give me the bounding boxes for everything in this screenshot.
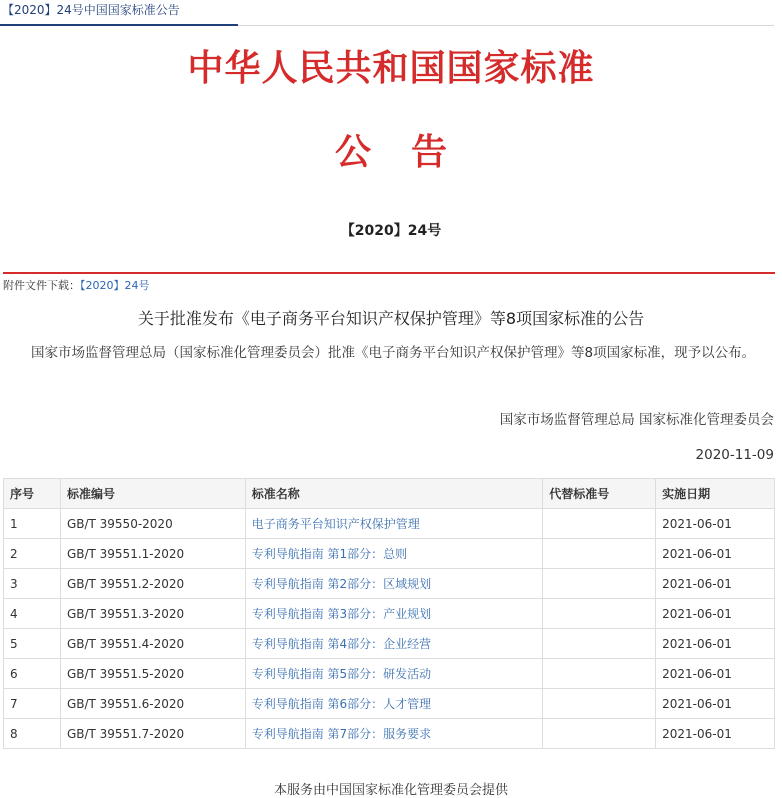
table-row: [4, 719, 775, 749]
cell-code: GB/T 39551.6-2020: [60, 689, 245, 719]
header-replaced: 代替标准号: [543, 479, 656, 509]
red-divider: [3, 272, 775, 274]
cell-replaced: [543, 629, 656, 659]
cell-name-link[interactable]: 专利导航指南 第5部分：研发活动: [245, 659, 543, 689]
cell-seq: 3: [4, 569, 61, 599]
footer-text: 本服务由中国国家标准化管理委员会提供: [273, 783, 508, 798]
table-row: [4, 539, 775, 569]
tab-underline: [0, 24, 238, 26]
tab-title[interactable]: 【2020】24号中国国家标准公告: [2, 3, 180, 17]
cell-date: 2021-06-01: [656, 569, 775, 599]
cell-seq: 2: [4, 539, 61, 569]
notice-title: 关于批准发布《电子商务平台知识产权保护管理》等8项国家标准的公告: [137, 309, 645, 328]
page-subtitle: 公告: [334, 131, 487, 173]
cell-seq: 8: [4, 719, 61, 749]
cell-replaced: [543, 719, 656, 749]
cell-code: GB/T 39551.3-2020: [60, 599, 245, 629]
notice-issuer: 国家市场监督管理总局 国家标准化管理委员会: [499, 412, 774, 428]
cell-date: 2021-06-01: [656, 629, 775, 659]
cell-name-link[interactable]: 专利导航指南 第4部分：企业经营: [245, 629, 543, 659]
table-row: [4, 599, 775, 629]
table-row: [4, 659, 775, 689]
document-number: 【2020】24号: [340, 223, 442, 239]
cell-date: 2021-06-01: [656, 539, 775, 569]
cell-name-link[interactable]: 电子商务平台知识产权保护管理: [245, 509, 543, 539]
header-name: 标准名称: [245, 479, 543, 509]
cell-replaced: [543, 689, 656, 719]
cell-code: GB/T 39551.4-2020: [60, 629, 245, 659]
cell-date: 2021-06-01: [656, 689, 775, 719]
page-title: 中华人民共和国国家标准: [187, 47, 595, 89]
cell-name-link[interactable]: 专利导航指南 第6部分：人才管理: [245, 689, 543, 719]
attachment-download-link[interactable]: 【2020】24号: [80, 279, 150, 292]
cell-date: 2021-06-01: [656, 509, 775, 539]
table-row: [4, 569, 775, 599]
cell-code: GB/T 39551.2-2020: [60, 569, 245, 599]
cell-replaced: [543, 659, 656, 689]
cell-seq: 1: [4, 509, 61, 539]
cell-code: GB/T 39551.5-2020: [60, 659, 245, 689]
cell-replaced: [543, 509, 656, 539]
notice-date: 2020-11-09: [695, 447, 774, 463]
header-code: 标准编号: [60, 479, 245, 509]
table-header-row: [4, 479, 775, 509]
cell-replaced: [543, 539, 656, 569]
cell-name-link[interactable]: 专利导航指南 第1部分：总则: [245, 539, 543, 569]
cell-date: 2021-06-01: [656, 659, 775, 689]
cell-name-link[interactable]: 专利导航指南 第2部分：区域规划: [245, 569, 543, 599]
cell-seq: 4: [4, 599, 61, 629]
table-row: [4, 689, 775, 719]
cell-date: 2021-06-01: [656, 599, 775, 629]
tab-divider: [238, 25, 774, 26]
cell-name-link[interactable]: 专利导航指南 第7部分：服务要求: [245, 719, 543, 749]
header-seq: 序号: [4, 479, 61, 509]
cell-date: 2021-06-01: [656, 719, 775, 749]
attachment-label: 附件文件下载：: [3, 279, 80, 292]
table-row: [4, 509, 775, 539]
attachment-row: [3, 277, 150, 293]
cell-seq: 5: [4, 629, 61, 659]
cell-replaced: [543, 599, 656, 629]
header-date: 实施日期: [656, 479, 775, 509]
cell-seq: 7: [4, 689, 61, 719]
cell-name-link[interactable]: 专利导航指南 第3部分：产业规划: [245, 599, 543, 629]
standards-table: [3, 478, 775, 749]
cell-code: GB/T 39551.1-2020: [60, 539, 245, 569]
table-row: [4, 629, 775, 659]
cell-seq: 6: [4, 659, 61, 689]
cell-replaced: [543, 569, 656, 599]
cell-code: GB/T 39550-2020: [60, 509, 245, 539]
notice-body: 国家市场监督管理总局（国家标准化管理委员会）批准《电子商务平台知识产权保护管理》等8项国家标准，现予以公布。: [31, 345, 756, 361]
cell-code: GB/T 39551.7-2020: [60, 719, 245, 749]
